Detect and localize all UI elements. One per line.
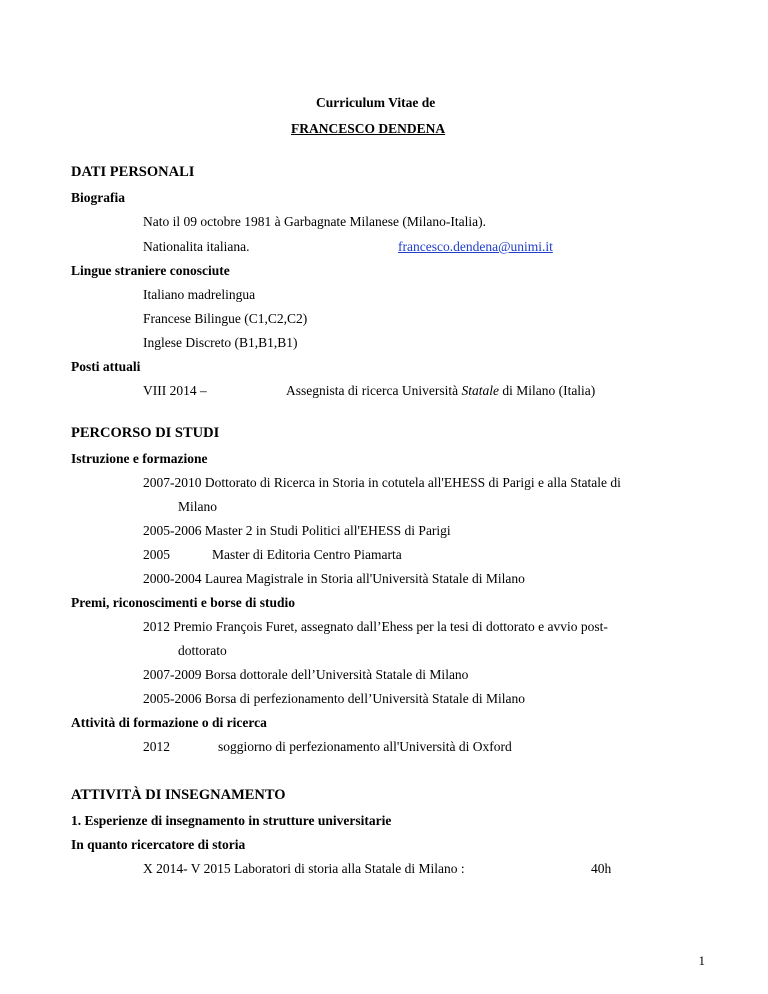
award-item-cont: dottorato: [178, 643, 227, 658]
email-link[interactable]: francesco.dendena@unimi.it: [398, 239, 553, 254]
section-heading-insegnamento: ATTIVITÀ DI INSEGNAMENTO: [71, 787, 286, 803]
education-item: 2007-2010 Dottorato di Ricerca in Storia in cotutela all'EHESS di Parigi e alla Statale di: [143, 475, 621, 490]
education-year: 2005: [143, 547, 170, 562]
cv-title: Curriculum Vitae de: [316, 95, 436, 110]
subheading-lingue: Lingue straniere conosciute: [71, 263, 230, 278]
subheading-premi: Premi, riconoscimenti e borse di studio: [71, 595, 295, 610]
award-item: 2005-2006 Borsa di perfezionamento dell’Università Statale di Milano: [143, 691, 526, 706]
research-year: 2012: [143, 739, 170, 754]
page-number: 1: [698, 953, 705, 968]
education-item: Master di Editoria Centro Piamarta: [212, 547, 402, 562]
education-item: 2005-2006 Master 2 in Studi Politici all'EHESS di Parigi: [143, 523, 451, 538]
section-heading-percorso: PERCORSO DI STUDI: [71, 425, 220, 441]
subheading-istruzione: Istruzione e formazione: [71, 451, 208, 466]
research-item: soggiorno di perfezionamento all'Università di Oxford: [218, 739, 512, 754]
section-heading-dati-personali: DATI PERSONALI: [71, 164, 195, 180]
teaching-item: X 2014- V 2015 Laboratori di storia alla Statale di Milano :: [143, 861, 465, 876]
subheading-biografia: Biografia: [71, 190, 125, 205]
award-item: 2012 Premio François Furet, assegnato dall’Ehess per la tesi di dottorato e avvio post-: [143, 619, 608, 634]
language-item: Francese Bilingue (C1,C2,C2): [143, 311, 308, 326]
language-item: Inglese Discreto (B1,B1,B1): [143, 335, 298, 350]
award-item: 2007-2009 Borsa dottorale dell’Università Statale di Milano: [143, 667, 469, 682]
birth-info: Nato il 09 octobre 1981 à Garbagnate Milanese (Milano-Italia).: [143, 214, 487, 229]
teaching-hours: 40h: [591, 861, 612, 876]
subheading-attivita: Attività di formazione o di ricerca: [71, 715, 267, 730]
position-date: VIII 2014 –: [143, 383, 207, 398]
education-item: 2000-2004 Laurea Magistrale in Storia all'Università Statale di Milano: [143, 571, 525, 586]
nationality: Nationalita italiana.: [143, 239, 250, 254]
subheading-posti: Posti attuali: [71, 359, 141, 374]
position-desc: Assegnista di ricerca Università Statale di Milano (Italia): [286, 383, 596, 398]
subheading-esperienze: 1. Esperienze di insegnamento in strutture universitarie: [71, 813, 392, 828]
language-item: Italiano madrelingua: [143, 287, 256, 302]
subheading-ricercatore: In quanto ricercatore di storia: [71, 837, 246, 852]
education-item-cont: Milano: [178, 499, 217, 514]
cv-name: FRANCESCO DENDENA: [291, 121, 446, 136]
